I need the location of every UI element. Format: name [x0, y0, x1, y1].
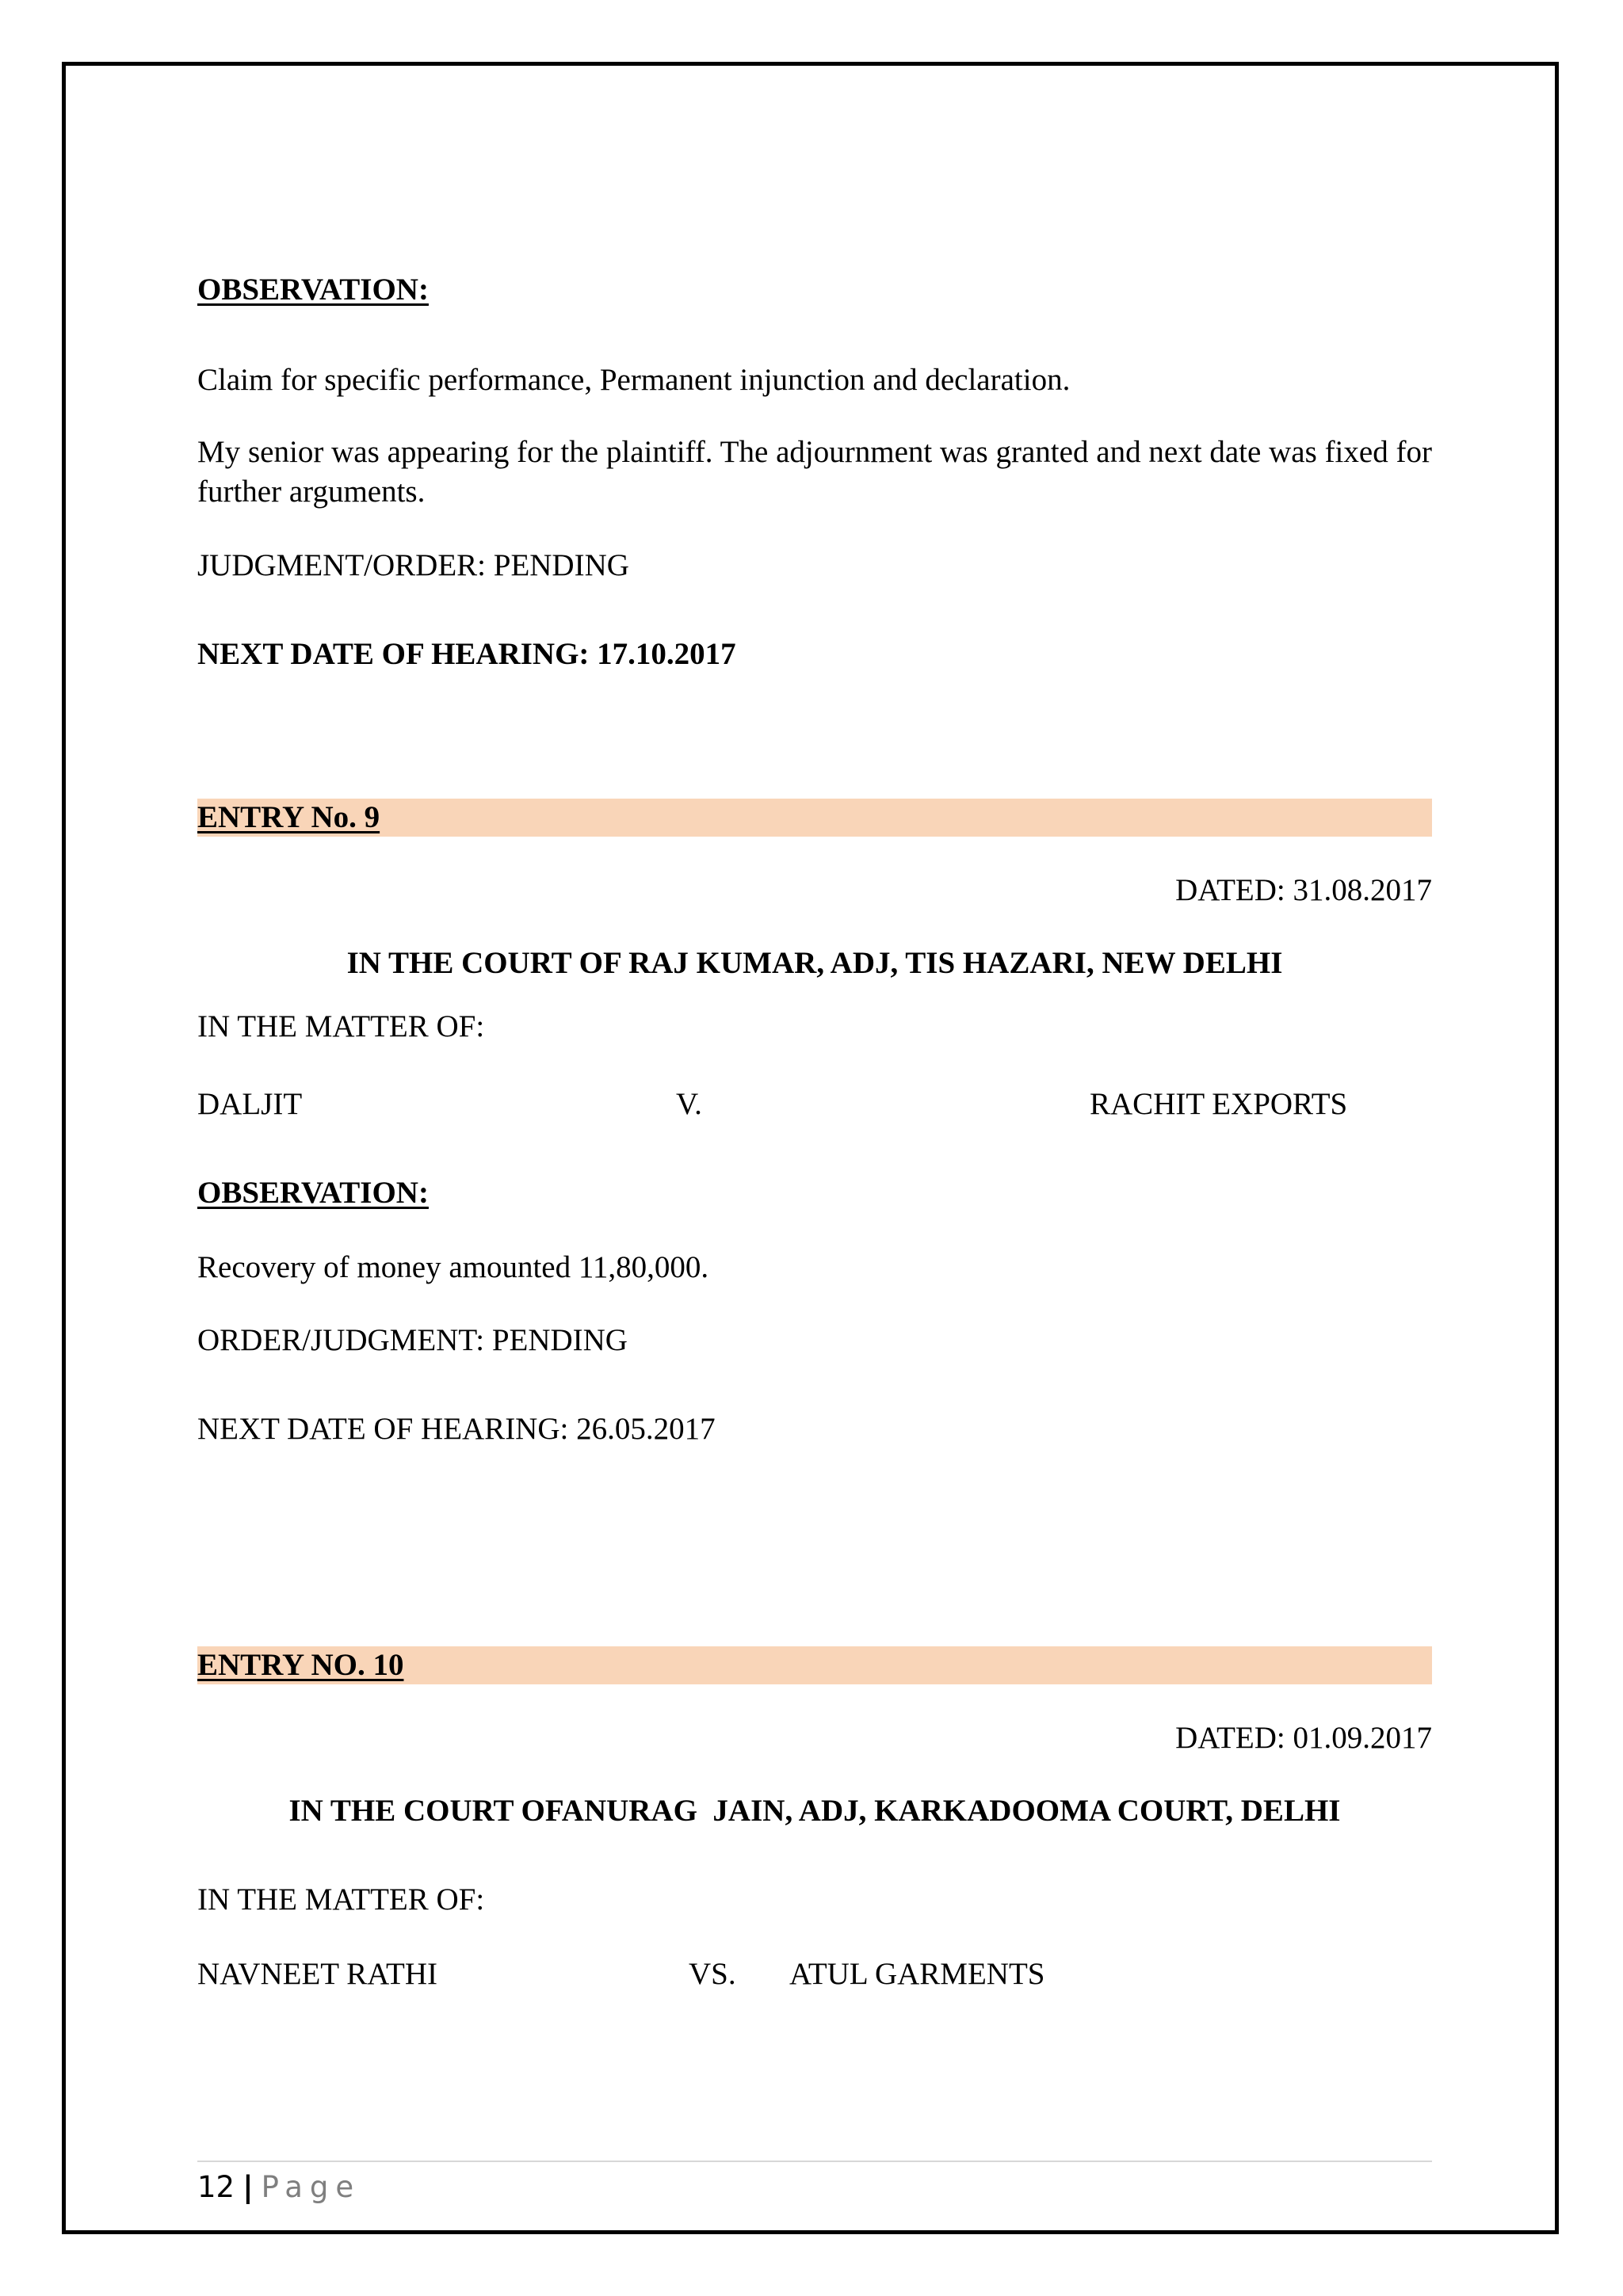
entry-9-recovery: Recovery of money amounted 11,80,000.	[197, 1250, 709, 1284]
page-number: 12	[197, 2170, 235, 2204]
entry-10-versus: VS.	[689, 1957, 736, 1991]
observation-heading: OBSERVATION:	[197, 273, 429, 307]
footer-rule	[197, 2161, 1432, 2162]
entry-9-matter-of: IN THE MATTER OF:	[197, 1009, 485, 1043]
footer-separator: |	[242, 2170, 254, 2204]
entry-10-banner	[197, 1646, 1432, 1684]
next-hearing-date: NEXT DATE OF HEARING: 17.10.2017	[197, 637, 736, 671]
entry-9-dated: DATED: 31.08.2017	[1175, 873, 1432, 907]
entry-10-title: ENTRY NO. 10	[197, 1648, 404, 1682]
senior-paragraph: My senior was appearing for the plaintiff. The adjournment was granted and next date was fixed for further arguments.	[197, 435, 1432, 509]
judgment-status: JUDGMENT/ORDER: PENDING	[197, 548, 629, 582]
claim-text: Claim for specific performance, Permanent injunction and declaration.	[197, 363, 1071, 397]
entry-9-court: IN THE COURT OF RAJ KUMAR, ADJ, TIS HAZARI, NEW DELHI	[346, 946, 1283, 980]
entry-9-next-hearing: NEXT DATE OF HEARING: 26.05.2017	[197, 1412, 716, 1446]
entry-10-party-b: ATUL GARMENTS	[789, 1957, 1045, 1991]
entry-10-dated: DATED: 01.09.2017	[1175, 1721, 1432, 1755]
page-label: Page	[261, 2170, 361, 2204]
entry-9-banner	[197, 799, 1432, 837]
entry-10-matter-of: IN THE MATTER OF:	[197, 1882, 485, 1917]
entry-9-order-status: ORDER/JUDGMENT: PENDING	[197, 1323, 628, 1357]
entry-10-party-a: NAVNEET RATHI	[197, 1957, 437, 1991]
page-footer	[197, 2168, 361, 2206]
entry-9-versus: V.	[676, 1087, 702, 1121]
entry-9-party-a: DALJIT	[197, 1087, 303, 1121]
entry-9-title: ENTRY No. 9	[197, 800, 380, 834]
entry-9-party-b: RACHIT EXPORTS	[1090, 1087, 1348, 1121]
entry-9-observation-heading: OBSERVATION:	[197, 1176, 429, 1210]
entry-10-court: IN THE COURT OFANURAG JAIN, ADJ, KARKADOOMA COURT, DELHI	[288, 1794, 1341, 1828]
